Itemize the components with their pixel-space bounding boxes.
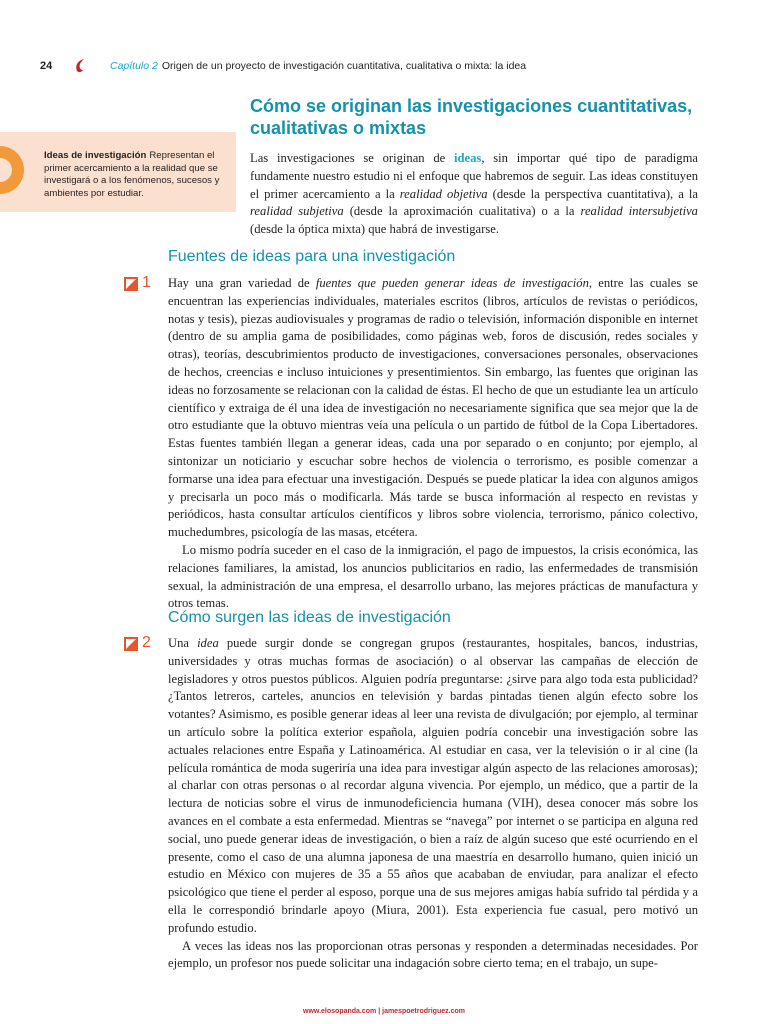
intro-em-3: realidad intersubjetiva <box>580 204 698 219</box>
margin-note-definition: Representan el primer acercamiento a la realidad que se investigará o a los fenómenos, sucesos y ambientes por estudiar. <box>44 150 220 199</box>
section1-paragraph-2: Lo mismo podría suceder en el caso de la inmigración, el pago de impuestos, la crisis económica, las relaciones familiares, la amistad, los anuncios publicitarios en radio, las enfermedades de transmisión sexual, la administración de una empresa, el desarrollo urbano, las mejores prácticas de manufactura y otros temas. <box>168 542 698 611</box>
section2-text-b: puede surgir donde se congregan grupos (restaurantes, hospitales, bancos, industrias, universidades y otras muchas formas de asociación) o al observar las campañas de elección de legisladores y otros puestos públicos. Alguien podría preguntarse: ¿sirve para algo toda esta publicidad? ¿Tantos letreros, carteles, anuncios en televisión y bardas pintadas tienen algún efecto sobre los votantes? Asimismo, es posible generar ideas al leer una revista de divulgación; por ejemplo, al terminar un artículo sobre la política exterior española, alguien podría concebir una investigación sobre las actuales relaciones entre España y Latinoamérica. Al estudiar en casa, ver la televisión o ir al cine (la película romántica de moda sugeriría una idea para investigar algún aspecto de las relaciones amorosas); al charlar con otras personas o al recordar alguna vivencia. Por ejemplo, un médico, que a partir de la lectura de noticias sobre el virus de inmunodeficiencia humana (VIH), desea conocer más sobre los avances en el combate a esta enfermedad. Mientras se “navega” por internet o se participa en alguna red social, uno puede generar ideas de investigación, o bien a raíz de algún suceso que esté ocurriendo en el presente, como el caso de una alumna japonesa de una maestría en desarrollo humano, quien inició un estudio en México con mujeres de 35 a 55 años que acababan de enviudar, para analizar el efecto psicológico que tiene el perder al esposo, porque una de sus mejores amigas había sufrido tal pérdida y a ella le correspondió brindarle apoyo (Miura, 2001). Esta experiencia fue casual, pero motivó un profundo estudio. <box>168 636 698 935</box>
intro-text-2: , sin importar qué tipo de paradigma fundamente nuestro estudio ni el enfoque que habremos de seguir. Las ideas constituyen el primer acercamiento a la <box>250 151 698 201</box>
section1-paragraph-1 <box>168 275 698 542</box>
running-header <box>40 60 738 76</box>
margin-note <box>0 132 236 212</box>
section-marker-2 <box>124 634 158 654</box>
section1-text-a: Hay una gran variedad de <box>168 276 316 290</box>
margin-note-term: Ideas de investigación <box>44 150 147 161</box>
section2-text-a: Una <box>168 636 198 650</box>
intro-em-1: realidad objetiva <box>399 186 488 201</box>
intro-text-5: (desde la óptica mixta) que habrá de investigarse. <box>250 222 499 237</box>
intro-text <box>250 150 698 239</box>
section2-em: idea <box>197 636 219 650</box>
intro-text-4: (desde la aproximación cualitativa) o a la <box>343 204 581 219</box>
section-marker-1 <box>124 274 158 294</box>
section-marker-number: 1 <box>142 274 151 291</box>
subsection-title-fuentes: Fuentes de ideas para una investigación <box>168 248 456 265</box>
section-marker-number: 2 <box>142 634 151 651</box>
circle-decoration-icon <box>0 144 26 196</box>
intro-em-2: realidad subjetiva <box>250 204 344 219</box>
intro-text-1: Las investigaciones se originan de <box>250 151 455 165</box>
chapter-label: Capítulo 2 <box>110 60 158 72</box>
chapter-title-text: Origen de un proyecto de investigación cuantitativa, cualitativa o mixta: la idea <box>161 60 527 72</box>
leaf-icon <box>74 58 86 74</box>
footer-watermark: www.elosopanda.com | jamespoetrodriguez.com <box>303 1008 465 1015</box>
intro-paragraph <box>250 150 698 239</box>
section1-text-b: , entre las cuales se encuentran las experiencias individuales, materiales escritos (libros, artículos de revistas o periódicos, notas y tesis), piezas audiovisuales y programas de radio o televisión, información disponible en internet (dentro de su amplia gama de posibilidades, como páginas web, foros de discusión, redes sociales y otras), teorías, descubrimientos producto de investigaciones, conversaciones personales, observaciones de hechos, creencias e incluso intuiciones y presentimientos. Sin embargo, las fuentes que originan las ideas no forzosamente se relacionan con la calidad de éstas. El hecho de que un estudiante lea un artículo científico y extraiga de él una idea de investigación no necesariamente significa que sea mejor que la de otro estudiante que la obtuvo mientras veía una película o un partido de fútbol de la Copa Libertadores. Estas fuentes también llegan a generar ideas, cada una por separado o en conjunto; por ejemplo, al sintonizar un noticiario y escuchar sobre hechos de violencia o terrorismo, es posible comenzar a formarse una idea para efectuar una investigación. Después se puede platicar la idea con algunos amigos y precisarla un poco más o modificarla. Más tarde se busca información al respecto en revistas y periódicos, hasta consultar artículos científicos y libros sobre violencia, terrorismo, pánico colectivo, muchedumbres, psicología de las masas, etcétera. <box>168 276 698 540</box>
note-marker-icon <box>124 637 138 651</box>
subsection-title-surgen: Cómo surgen las ideas de investigación <box>168 609 451 626</box>
intro-text-3: (desde la perspectiva cuantitativa), a la <box>487 186 698 201</box>
intro-keyword: ideas <box>454 151 482 165</box>
chapter-title <box>110 60 526 72</box>
section-title: Cómo se originan las investigaciones cuantitativas, cualitativas o mixtas <box>250 96 693 138</box>
section2-body <box>168 635 698 973</box>
note-marker-icon <box>124 277 138 291</box>
page-number: 24 <box>40 60 53 72</box>
section1-em: fuentes que pueden generar ideas de investigación <box>315 276 589 290</box>
margin-note-text <box>44 150 222 200</box>
section2-paragraph-1 <box>168 635 698 938</box>
section2-paragraph-2: A veces las ideas nos las proporcionan otras personas y responden a determinadas necesidades. Por ejemplo, un profesor nos puede solicitar una indagación sobre cierto tema; en el trabajo, un supe- <box>168 938 698 971</box>
section1-body <box>168 275 698 613</box>
